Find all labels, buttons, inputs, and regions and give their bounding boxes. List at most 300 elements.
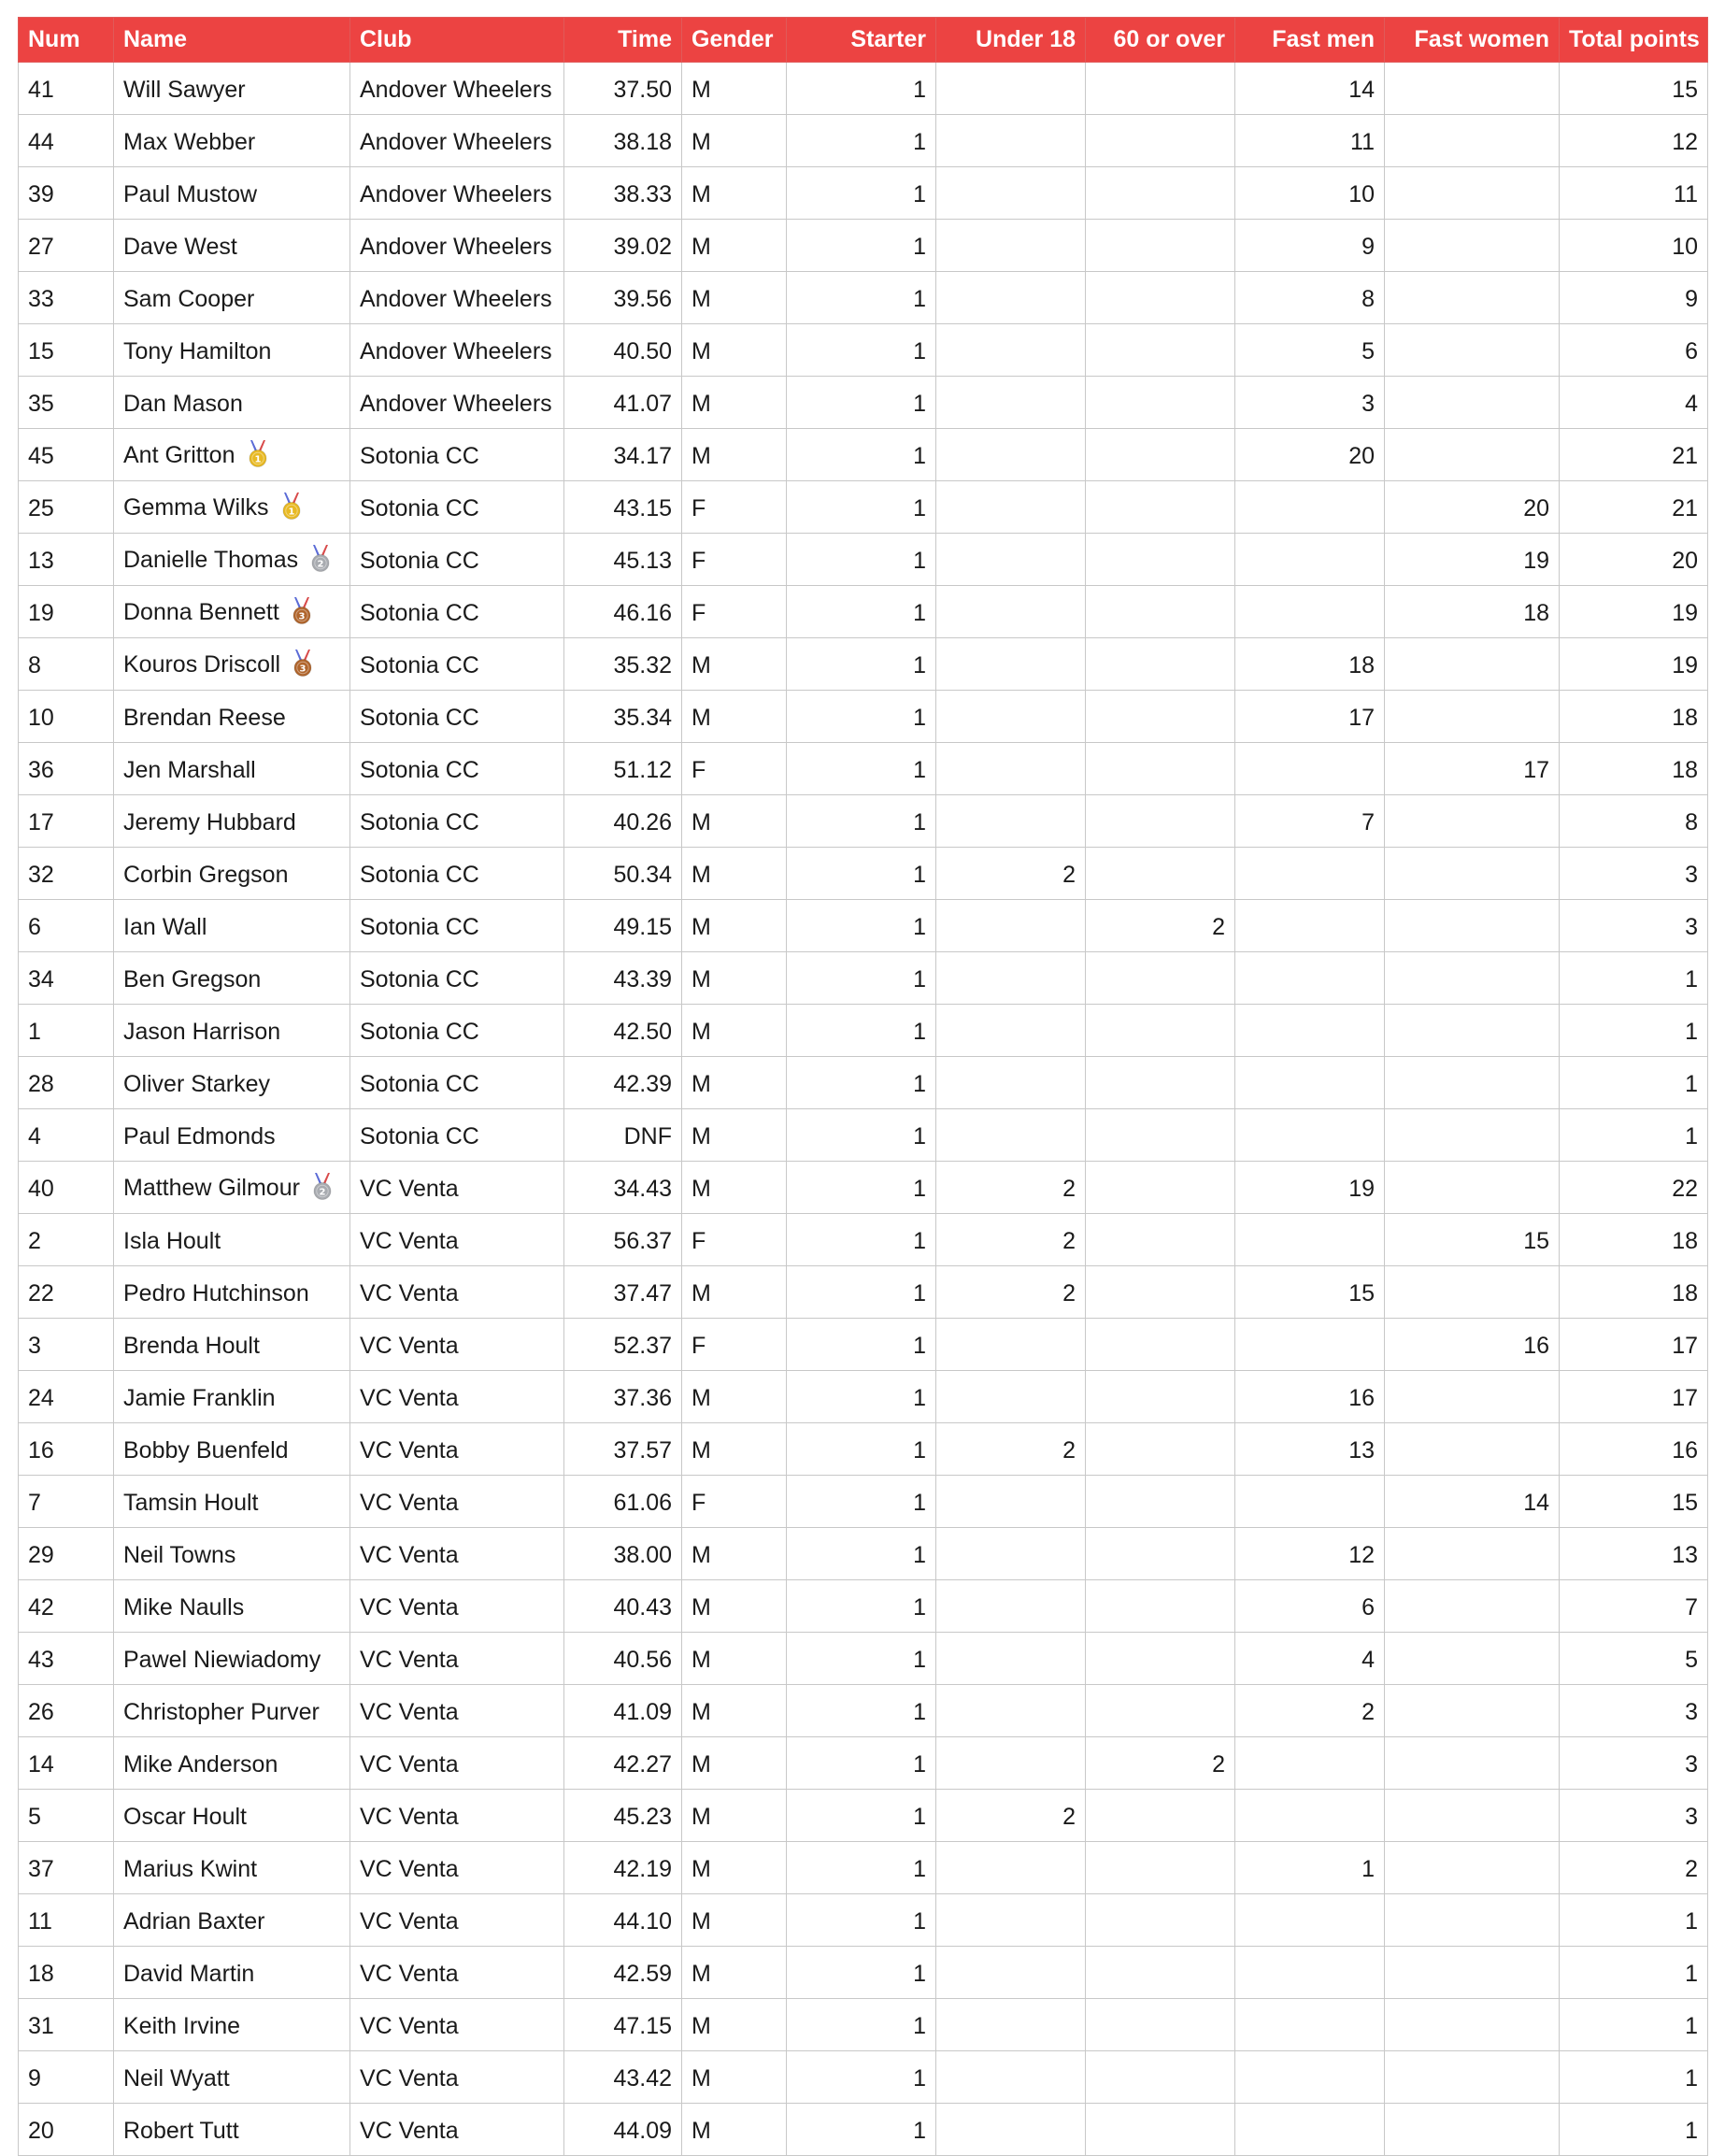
cell-starter[interactable]: 1 bbox=[787, 952, 936, 1005]
cell-total-points[interactable]: 19 bbox=[1560, 638, 1708, 691]
cell-60-or-over[interactable] bbox=[1086, 848, 1235, 900]
cell-fast-men[interactable]: 5 bbox=[1235, 324, 1385, 377]
cell-gender[interactable]: M bbox=[682, 115, 787, 167]
cell-fast-men[interactable]: 15 bbox=[1235, 1266, 1385, 1319]
cell-total-points[interactable]: 17 bbox=[1560, 1319, 1708, 1371]
cell-name[interactable] bbox=[114, 377, 350, 429]
cell-club[interactable]: Sotonia CC bbox=[350, 900, 564, 952]
cell-total-points[interactable]: 2 bbox=[1560, 1842, 1708, 1894]
cell-fast-men[interactable]: 4 bbox=[1235, 1633, 1385, 1685]
cell-club[interactable]: VC Venta bbox=[350, 1528, 564, 1580]
cell-under-18[interactable] bbox=[936, 1999, 1086, 2051]
cell-total-points[interactable]: 4 bbox=[1560, 377, 1708, 429]
cell-name[interactable] bbox=[114, 1737, 350, 1790]
cell-fast-women[interactable] bbox=[1385, 1894, 1560, 1947]
cell-fast-women[interactable] bbox=[1385, 1580, 1560, 1633]
cell-total-points[interactable]: 1 bbox=[1560, 2051, 1708, 2104]
cell-fast-men[interactable]: 2 bbox=[1235, 1685, 1385, 1737]
cell-num[interactable]: 2 bbox=[19, 1214, 114, 1266]
cell-fast-men[interactable]: 17 bbox=[1235, 691, 1385, 743]
cell-time[interactable]: 50.34 bbox=[564, 848, 682, 900]
cell-name[interactable] bbox=[114, 1999, 350, 2051]
cell-time[interactable]: 37.57 bbox=[564, 1423, 682, 1476]
cell-gender[interactable]: M bbox=[682, 1371, 787, 1423]
cell-gender[interactable]: M bbox=[682, 1528, 787, 1580]
cell-name[interactable] bbox=[114, 534, 350, 586]
cell-starter[interactable]: 1 bbox=[787, 1319, 936, 1371]
cell-name[interactable] bbox=[114, 220, 350, 272]
cell-total-points[interactable]: 22 bbox=[1560, 1162, 1708, 1214]
cell-starter[interactable]: 1 bbox=[787, 1894, 936, 1947]
cell-num[interactable]: 4 bbox=[19, 1109, 114, 1162]
table-row[interactable] bbox=[19, 586, 1708, 638]
column-header-starter[interactable]: Starter bbox=[787, 18, 936, 63]
cell-num[interactable]: 43 bbox=[19, 1633, 114, 1685]
cell-num[interactable]: 41 bbox=[19, 63, 114, 115]
cell-under-18[interactable] bbox=[936, 1109, 1086, 1162]
cell-num[interactable]: 45 bbox=[19, 429, 114, 481]
cell-name[interactable] bbox=[114, 1423, 350, 1476]
cell-time[interactable]: 35.32 bbox=[564, 638, 682, 691]
cell-club[interactable]: Andover Wheelers bbox=[350, 167, 564, 220]
cell-gender[interactable]: M bbox=[682, 691, 787, 743]
cell-total-points[interactable]: 15 bbox=[1560, 1476, 1708, 1528]
cell-club[interactable]: VC Venta bbox=[350, 1476, 564, 1528]
cell-num[interactable]: 35 bbox=[19, 377, 114, 429]
cell-fast-men[interactable]: 10 bbox=[1235, 167, 1385, 220]
table-row[interactable] bbox=[19, 1528, 1708, 1580]
cell-total-points[interactable]: 18 bbox=[1560, 1266, 1708, 1319]
cell-fast-women[interactable]: 19 bbox=[1385, 534, 1560, 586]
column-header-60-or-over[interactable]: 60 or over bbox=[1086, 18, 1235, 63]
column-header-gender[interactable]: Gender bbox=[682, 18, 787, 63]
cell-under-18[interactable] bbox=[936, 115, 1086, 167]
cell-club[interactable]: VC Venta bbox=[350, 1633, 564, 1685]
cell-fast-women[interactable] bbox=[1385, 848, 1560, 900]
cell-starter[interactable]: 1 bbox=[787, 638, 936, 691]
cell-starter[interactable]: 1 bbox=[787, 167, 936, 220]
cell-club[interactable]: Sotonia CC bbox=[350, 795, 564, 848]
cell-fast-men[interactable]: 18 bbox=[1235, 638, 1385, 691]
cell-num[interactable]: 40 bbox=[19, 1162, 114, 1214]
cell-fast-women[interactable] bbox=[1385, 2104, 1560, 2156]
cell-club[interactable]: VC Venta bbox=[350, 1423, 564, 1476]
cell-starter[interactable]: 1 bbox=[787, 1633, 936, 1685]
cell-fast-women[interactable] bbox=[1385, 1266, 1560, 1319]
cell-num[interactable]: 9 bbox=[19, 2051, 114, 2104]
cell-gender[interactable]: F bbox=[682, 1214, 787, 1266]
cell-starter[interactable]: 1 bbox=[787, 429, 936, 481]
cell-num[interactable]: 32 bbox=[19, 848, 114, 900]
column-header-name[interactable]: Name bbox=[114, 18, 350, 63]
cell-60-or-over[interactable] bbox=[1086, 1057, 1235, 1109]
cell-60-or-over[interactable] bbox=[1086, 952, 1235, 1005]
cell-club[interactable]: Sotonia CC bbox=[350, 691, 564, 743]
cell-name[interactable] bbox=[114, 1057, 350, 1109]
table-row[interactable] bbox=[19, 900, 1708, 952]
cell-club[interactable]: Andover Wheelers bbox=[350, 272, 564, 324]
cell-time[interactable]: 37.47 bbox=[564, 1266, 682, 1319]
cell-starter[interactable]: 1 bbox=[787, 1109, 936, 1162]
cell-starter[interactable]: 1 bbox=[787, 1685, 936, 1737]
cell-fast-women[interactable]: 17 bbox=[1385, 743, 1560, 795]
cell-fast-women[interactable]: 18 bbox=[1385, 586, 1560, 638]
cell-num[interactable]: 22 bbox=[19, 1266, 114, 1319]
cell-fast-men[interactable] bbox=[1235, 743, 1385, 795]
cell-starter[interactable]: 1 bbox=[787, 324, 936, 377]
cell-starter[interactable]: 1 bbox=[787, 1580, 936, 1633]
cell-name[interactable] bbox=[114, 848, 350, 900]
cell-total-points[interactable]: 10 bbox=[1560, 220, 1708, 272]
cell-total-points[interactable]: 18 bbox=[1560, 691, 1708, 743]
cell-fast-men[interactable] bbox=[1235, 1999, 1385, 2051]
cell-num[interactable]: 11 bbox=[19, 1894, 114, 1947]
cell-60-or-over[interactable] bbox=[1086, 2051, 1235, 2104]
cell-fast-men[interactable] bbox=[1235, 2051, 1385, 2104]
cell-num[interactable]: 24 bbox=[19, 1371, 114, 1423]
cell-under-18[interactable] bbox=[936, 2051, 1086, 2104]
table-row[interactable] bbox=[19, 1371, 1708, 1423]
table-row[interactable] bbox=[19, 1109, 1708, 1162]
cell-60-or-over[interactable] bbox=[1086, 220, 1235, 272]
cell-total-points[interactable]: 3 bbox=[1560, 1790, 1708, 1842]
cell-60-or-over[interactable] bbox=[1086, 1109, 1235, 1162]
table-row[interactable] bbox=[19, 848, 1708, 900]
table-row[interactable] bbox=[19, 429, 1708, 481]
cell-club[interactable]: Andover Wheelers bbox=[350, 115, 564, 167]
cell-fast-women[interactable] bbox=[1385, 795, 1560, 848]
cell-under-18[interactable] bbox=[936, 1947, 1086, 1999]
cell-num[interactable]: 28 bbox=[19, 1057, 114, 1109]
cell-total-points[interactable]: 20 bbox=[1560, 534, 1708, 586]
cell-club[interactable]: VC Venta bbox=[350, 1580, 564, 1633]
table-row[interactable] bbox=[19, 638, 1708, 691]
cell-starter[interactable]: 1 bbox=[787, 115, 936, 167]
cell-60-or-over[interactable] bbox=[1086, 324, 1235, 377]
cell-fast-women[interactable] bbox=[1385, 324, 1560, 377]
cell-num[interactable]: 26 bbox=[19, 1685, 114, 1737]
cell-name[interactable] bbox=[114, 1266, 350, 1319]
cell-gender[interactable]: M bbox=[682, 1685, 787, 1737]
cell-60-or-over[interactable] bbox=[1086, 1790, 1235, 1842]
table-row[interactable] bbox=[19, 534, 1708, 586]
cell-time[interactable]: 43.42 bbox=[564, 2051, 682, 2104]
cell-gender[interactable]: M bbox=[682, 220, 787, 272]
cell-under-18[interactable] bbox=[936, 1476, 1086, 1528]
cell-total-points[interactable]: 17 bbox=[1560, 1371, 1708, 1423]
cell-starter[interactable]: 1 bbox=[787, 1057, 936, 1109]
cell-fast-men[interactable]: 6 bbox=[1235, 1580, 1385, 1633]
table-row[interactable] bbox=[19, 1423, 1708, 1476]
cell-time[interactable]: 56.37 bbox=[564, 1214, 682, 1266]
cell-starter[interactable]: 1 bbox=[787, 481, 936, 534]
cell-total-points[interactable]: 21 bbox=[1560, 429, 1708, 481]
table-row[interactable] bbox=[19, 1842, 1708, 1894]
cell-gender[interactable]: M bbox=[682, 952, 787, 1005]
cell-fast-women[interactable]: 15 bbox=[1385, 1214, 1560, 1266]
cell-under-18[interactable] bbox=[936, 377, 1086, 429]
cell-fast-men[interactable]: 14 bbox=[1235, 63, 1385, 115]
table-row[interactable] bbox=[19, 691, 1708, 743]
cell-fast-men[interactable] bbox=[1235, 1947, 1385, 1999]
table-row[interactable] bbox=[19, 1162, 1708, 1214]
cell-time[interactable]: 42.19 bbox=[564, 1842, 682, 1894]
cell-total-points[interactable]: 1 bbox=[1560, 1005, 1708, 1057]
cell-fast-men[interactable] bbox=[1235, 1476, 1385, 1528]
cell-under-18[interactable] bbox=[936, 691, 1086, 743]
cell-gender[interactable]: M bbox=[682, 429, 787, 481]
cell-num[interactable]: 10 bbox=[19, 691, 114, 743]
cell-fast-men[interactable]: 12 bbox=[1235, 1528, 1385, 1580]
cell-fast-women[interactable] bbox=[1385, 691, 1560, 743]
cell-time[interactable]: 38.00 bbox=[564, 1528, 682, 1580]
cell-time[interactable]: 51.12 bbox=[564, 743, 682, 795]
cell-fast-women[interactable]: 14 bbox=[1385, 1476, 1560, 1528]
cell-club[interactable]: VC Venta bbox=[350, 1947, 564, 1999]
cell-fast-women[interactable] bbox=[1385, 1685, 1560, 1737]
cell-under-18[interactable] bbox=[936, 1005, 1086, 1057]
cell-club[interactable]: VC Venta bbox=[350, 1214, 564, 1266]
cell-time[interactable]: 34.17 bbox=[564, 429, 682, 481]
cell-total-points[interactable]: 1 bbox=[1560, 1109, 1708, 1162]
cell-name[interactable] bbox=[114, 2051, 350, 2104]
cell-under-18[interactable] bbox=[936, 900, 1086, 952]
cell-60-or-over[interactable] bbox=[1086, 1005, 1235, 1057]
cell-starter[interactable]: 1 bbox=[787, 63, 936, 115]
cell-time[interactable]: 46.16 bbox=[564, 586, 682, 638]
cell-fast-men[interactable] bbox=[1235, 586, 1385, 638]
cell-time[interactable]: 37.50 bbox=[564, 63, 682, 115]
table-row[interactable] bbox=[19, 1999, 1708, 2051]
cell-starter[interactable]: 1 bbox=[787, 1005, 936, 1057]
table-row[interactable] bbox=[19, 167, 1708, 220]
table-row[interactable] bbox=[19, 1214, 1708, 1266]
cell-total-points[interactable]: 3 bbox=[1560, 1737, 1708, 1790]
cell-time[interactable]: 42.39 bbox=[564, 1057, 682, 1109]
cell-starter[interactable]: 1 bbox=[787, 1999, 936, 2051]
cell-fast-women[interactable] bbox=[1385, 1162, 1560, 1214]
cell-total-points[interactable]: 1 bbox=[1560, 1057, 1708, 1109]
cell-total-points[interactable]: 16 bbox=[1560, 1423, 1708, 1476]
cell-name[interactable] bbox=[114, 1528, 350, 1580]
cell-fast-women[interactable] bbox=[1385, 1790, 1560, 1842]
cell-starter[interactable]: 1 bbox=[787, 691, 936, 743]
cell-name[interactable] bbox=[114, 952, 350, 1005]
cell-60-or-over[interactable] bbox=[1086, 795, 1235, 848]
cell-gender[interactable]: M bbox=[682, 1894, 787, 1947]
cell-total-points[interactable]: 12 bbox=[1560, 115, 1708, 167]
cell-60-or-over[interactable] bbox=[1086, 1842, 1235, 1894]
cell-fast-men[interactable]: 11 bbox=[1235, 115, 1385, 167]
cell-fast-women[interactable] bbox=[1385, 1842, 1560, 1894]
cell-name[interactable] bbox=[114, 324, 350, 377]
cell-gender[interactable]: M bbox=[682, 377, 787, 429]
cell-num[interactable]: 18 bbox=[19, 1947, 114, 1999]
cell-name[interactable] bbox=[114, 900, 350, 952]
cell-fast-men[interactable] bbox=[1235, 1319, 1385, 1371]
cell-num[interactable]: 36 bbox=[19, 743, 114, 795]
cell-fast-men[interactable] bbox=[1235, 1057, 1385, 1109]
cell-under-18[interactable]: 2 bbox=[936, 1162, 1086, 1214]
table-row[interactable] bbox=[19, 1266, 1708, 1319]
cell-under-18[interactable] bbox=[936, 1685, 1086, 1737]
cell-60-or-over[interactable] bbox=[1086, 2104, 1235, 2156]
cell-total-points[interactable]: 19 bbox=[1560, 586, 1708, 638]
cell-under-18[interactable]: 2 bbox=[936, 848, 1086, 900]
cell-starter[interactable]: 1 bbox=[787, 1214, 936, 1266]
cell-time[interactable]: 49.15 bbox=[564, 900, 682, 952]
cell-total-points[interactable]: 9 bbox=[1560, 272, 1708, 324]
cell-starter[interactable]: 1 bbox=[787, 377, 936, 429]
cell-fast-women[interactable] bbox=[1385, 115, 1560, 167]
cell-under-18[interactable] bbox=[936, 534, 1086, 586]
cell-60-or-over[interactable] bbox=[1086, 1423, 1235, 1476]
cell-fast-men[interactable] bbox=[1235, 848, 1385, 900]
cell-60-or-over[interactable] bbox=[1086, 1894, 1235, 1947]
cell-fast-men[interactable] bbox=[1235, 2104, 1385, 2156]
cell-total-points[interactable]: 1 bbox=[1560, 2104, 1708, 2156]
cell-fast-women[interactable] bbox=[1385, 1633, 1560, 1685]
cell-gender[interactable]: M bbox=[682, 1790, 787, 1842]
column-header-club[interactable]: Club bbox=[350, 18, 564, 63]
table-row[interactable] bbox=[19, 1057, 1708, 1109]
cell-starter[interactable]: 1 bbox=[787, 795, 936, 848]
cell-60-or-over[interactable] bbox=[1086, 272, 1235, 324]
cell-60-or-over[interactable]: 2 bbox=[1086, 1737, 1235, 1790]
table-row[interactable] bbox=[19, 377, 1708, 429]
cell-under-18[interactable] bbox=[936, 1057, 1086, 1109]
cell-gender[interactable]: M bbox=[682, 63, 787, 115]
table-row[interactable] bbox=[19, 2104, 1708, 2156]
table-row[interactable] bbox=[19, 1476, 1708, 1528]
cell-starter[interactable]: 1 bbox=[787, 586, 936, 638]
table-row[interactable] bbox=[19, 63, 1708, 115]
cell-total-points[interactable]: 1 bbox=[1560, 1894, 1708, 1947]
cell-under-18[interactable]: 2 bbox=[936, 1266, 1086, 1319]
cell-time[interactable]: 44.09 bbox=[564, 2104, 682, 2156]
cell-time[interactable]: 37.36 bbox=[564, 1371, 682, 1423]
cell-gender[interactable]: M bbox=[682, 324, 787, 377]
cell-total-points[interactable]: 1 bbox=[1560, 952, 1708, 1005]
cell-fast-men[interactable] bbox=[1235, 534, 1385, 586]
cell-name[interactable] bbox=[114, 1214, 350, 1266]
table-row[interactable] bbox=[19, 1685, 1708, 1737]
cell-starter[interactable]: 1 bbox=[787, 1842, 936, 1894]
cell-gender[interactable]: M bbox=[682, 1005, 787, 1057]
cell-fast-women[interactable]: 20 bbox=[1385, 481, 1560, 534]
cell-gender[interactable]: F bbox=[682, 743, 787, 795]
cell-name[interactable] bbox=[114, 795, 350, 848]
cell-fast-men[interactable]: 20 bbox=[1235, 429, 1385, 481]
cell-fast-women[interactable]: 16 bbox=[1385, 1319, 1560, 1371]
cell-name[interactable] bbox=[114, 429, 350, 481]
cell-gender[interactable]: M bbox=[682, 1057, 787, 1109]
cell-60-or-over[interactable] bbox=[1086, 1528, 1235, 1580]
cell-total-points[interactable]: 3 bbox=[1560, 900, 1708, 952]
cell-num[interactable]: 7 bbox=[19, 1476, 114, 1528]
cell-gender[interactable]: M bbox=[682, 900, 787, 952]
cell-club[interactable]: Sotonia CC bbox=[350, 429, 564, 481]
cell-60-or-over[interactable] bbox=[1086, 1947, 1235, 1999]
cell-club[interactable]: VC Venta bbox=[350, 1999, 564, 2051]
cell-starter[interactable]: 1 bbox=[787, 1947, 936, 1999]
cell-fast-women[interactable] bbox=[1385, 429, 1560, 481]
cell-60-or-over[interactable] bbox=[1086, 481, 1235, 534]
cell-num[interactable]: 33 bbox=[19, 272, 114, 324]
cell-fast-men[interactable]: 8 bbox=[1235, 272, 1385, 324]
cell-name[interactable] bbox=[114, 1685, 350, 1737]
cell-name[interactable] bbox=[114, 638, 350, 691]
cell-starter[interactable]: 1 bbox=[787, 848, 936, 900]
cell-starter[interactable]: 1 bbox=[787, 2104, 936, 2156]
cell-fast-women[interactable] bbox=[1385, 2051, 1560, 2104]
cell-time[interactable]: 34.43 bbox=[564, 1162, 682, 1214]
cell-total-points[interactable]: 13 bbox=[1560, 1528, 1708, 1580]
cell-gender[interactable]: M bbox=[682, 1266, 787, 1319]
table-row[interactable] bbox=[19, 795, 1708, 848]
table-row[interactable] bbox=[19, 481, 1708, 534]
cell-name[interactable] bbox=[114, 1633, 350, 1685]
cell-time[interactable]: 42.50 bbox=[564, 1005, 682, 1057]
cell-num[interactable]: 31 bbox=[19, 1999, 114, 2051]
cell-gender[interactable]: F bbox=[682, 534, 787, 586]
cell-under-18[interactable] bbox=[936, 1633, 1086, 1685]
cell-60-or-over[interactable] bbox=[1086, 115, 1235, 167]
cell-name[interactable] bbox=[114, 1894, 350, 1947]
cell-num[interactable]: 27 bbox=[19, 220, 114, 272]
cell-60-or-over[interactable] bbox=[1086, 429, 1235, 481]
cell-num[interactable]: 42 bbox=[19, 1580, 114, 1633]
cell-fast-men[interactable]: 9 bbox=[1235, 220, 1385, 272]
table-row[interactable] bbox=[19, 324, 1708, 377]
cell-name[interactable] bbox=[114, 1580, 350, 1633]
column-header-fast-men[interactable]: Fast men bbox=[1235, 18, 1385, 63]
cell-under-18[interactable] bbox=[936, 63, 1086, 115]
cell-club[interactable]: Sotonia CC bbox=[350, 1005, 564, 1057]
cell-under-18[interactable] bbox=[936, 952, 1086, 1005]
table-row[interactable] bbox=[19, 1737, 1708, 1790]
cell-total-points[interactable]: 18 bbox=[1560, 1214, 1708, 1266]
cell-name[interactable] bbox=[114, 63, 350, 115]
cell-time[interactable]: 39.56 bbox=[564, 272, 682, 324]
cell-total-points[interactable]: 11 bbox=[1560, 167, 1708, 220]
cell-total-points[interactable]: 3 bbox=[1560, 1685, 1708, 1737]
cell-under-18[interactable]: 2 bbox=[936, 1423, 1086, 1476]
cell-fast-men[interactable] bbox=[1235, 1737, 1385, 1790]
cell-num[interactable]: 15 bbox=[19, 324, 114, 377]
cell-club[interactable]: Andover Wheelers bbox=[350, 63, 564, 115]
cell-60-or-over[interactable] bbox=[1086, 167, 1235, 220]
cell-60-or-over[interactable] bbox=[1086, 1214, 1235, 1266]
cell-60-or-over[interactable] bbox=[1086, 586, 1235, 638]
cell-under-18[interactable] bbox=[936, 586, 1086, 638]
cell-gender[interactable]: M bbox=[682, 1109, 787, 1162]
cell-name[interactable] bbox=[114, 691, 350, 743]
cell-60-or-over[interactable]: 2 bbox=[1086, 900, 1235, 952]
cell-num[interactable]: 19 bbox=[19, 586, 114, 638]
cell-under-18[interactable] bbox=[936, 481, 1086, 534]
column-header-time[interactable]: Time bbox=[564, 18, 682, 63]
cell-fast-men[interactable]: 13 bbox=[1235, 1423, 1385, 1476]
cell-club[interactable]: Andover Wheelers bbox=[350, 377, 564, 429]
cell-name[interactable] bbox=[114, 115, 350, 167]
cell-fast-women[interactable] bbox=[1385, 1057, 1560, 1109]
cell-starter[interactable]: 1 bbox=[787, 1790, 936, 1842]
cell-under-18[interactable] bbox=[936, 1580, 1086, 1633]
cell-club[interactable]: Andover Wheelers bbox=[350, 324, 564, 377]
cell-gender[interactable]: M bbox=[682, 848, 787, 900]
table-row[interactable] bbox=[19, 1633, 1708, 1685]
